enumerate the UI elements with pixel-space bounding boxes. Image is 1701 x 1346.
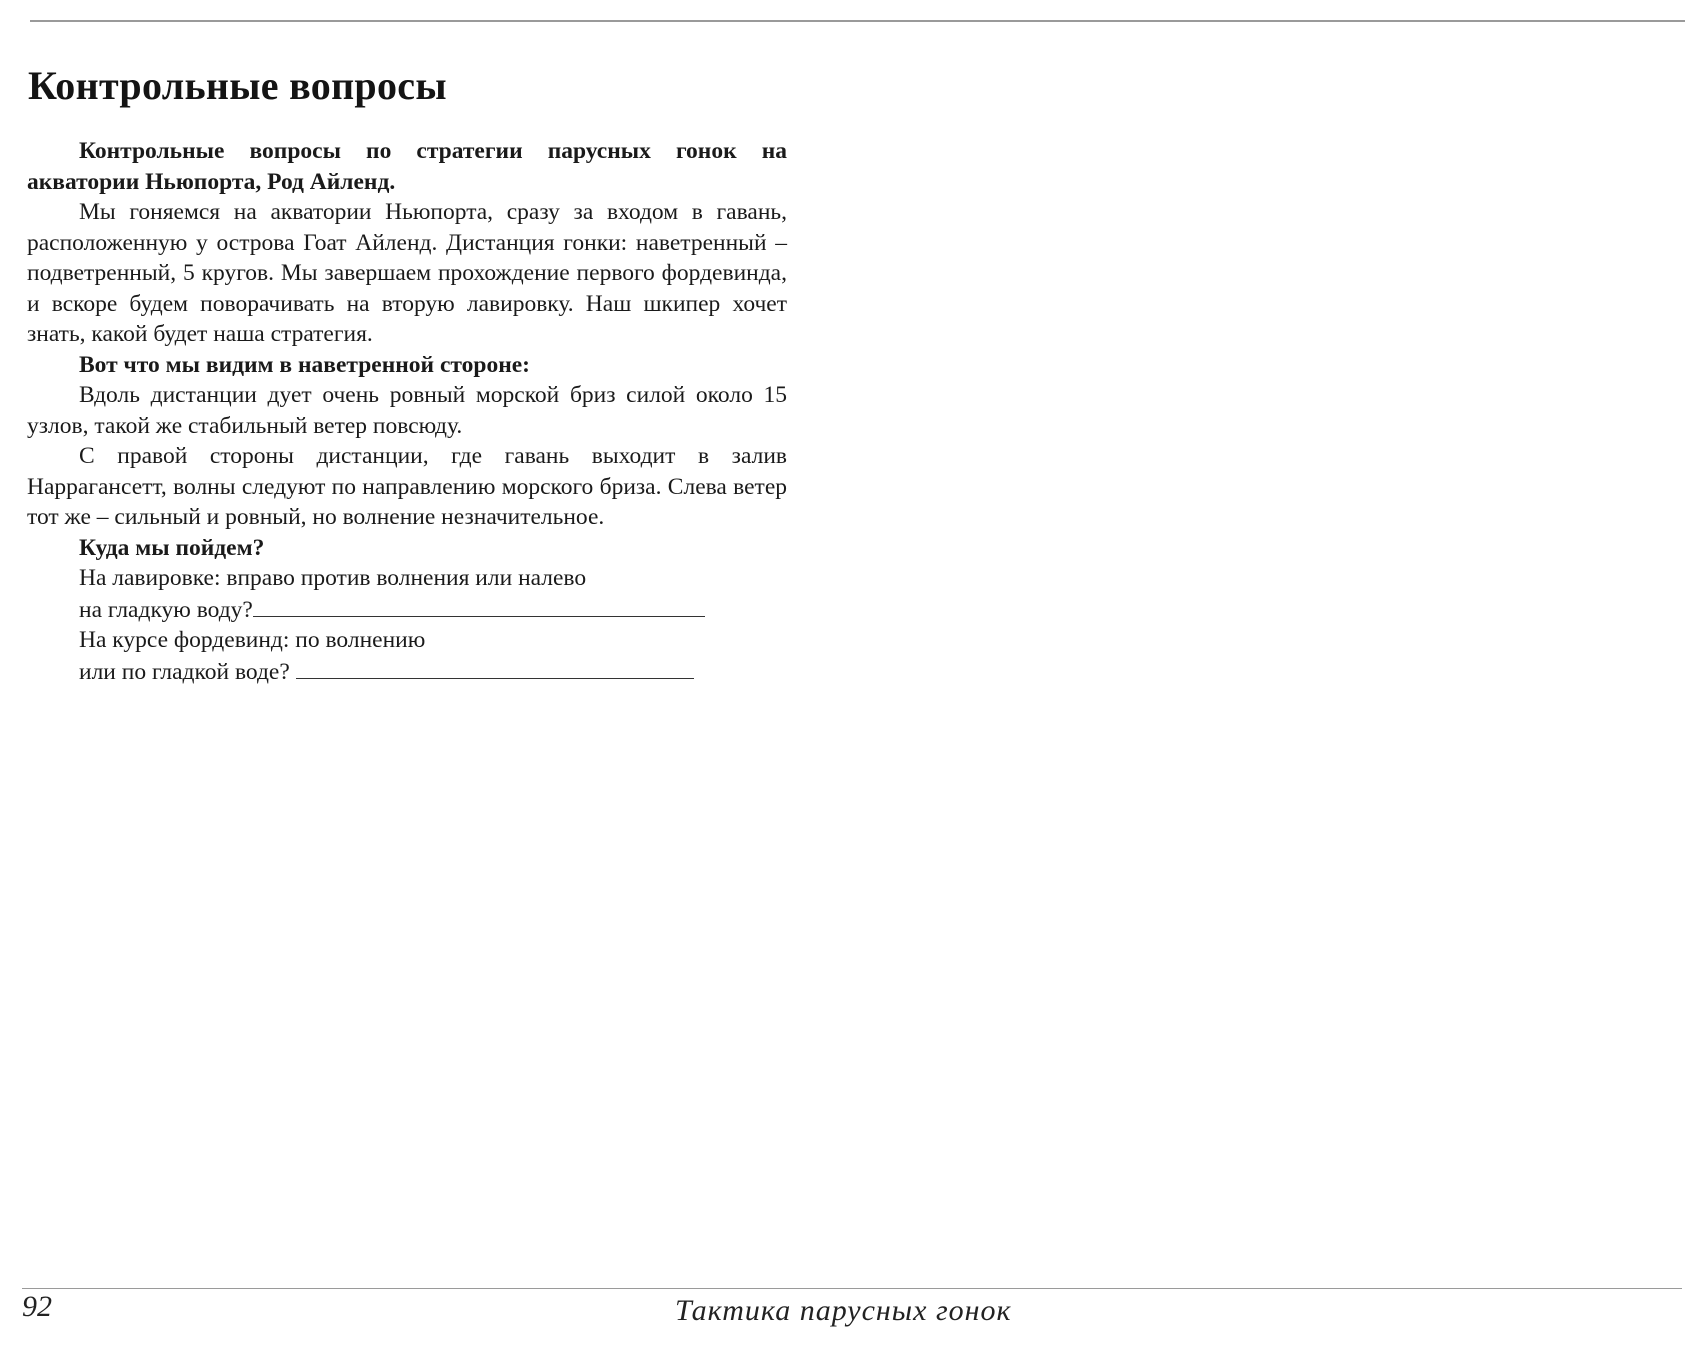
subheading-windward: Вот что мы видим в наветренной стороне: xyxy=(79,351,530,378)
top-rule xyxy=(30,20,1685,22)
paragraph-waves: С правой стороны дистанции, где гавань выходит в залив Наррагансетт, волны следуют по направлению морского бриза. Слева ветер тот же – сильный и ровный, но волнение незначительное. xyxy=(27,443,787,530)
subheading-where: Куда мы пойдем? xyxy=(79,534,265,561)
paragraph-situation: Мы гоняемся на акватории Ньюпорта, сразу за входом в гавань, расположенную у острова Гоат Айленд. Дистанция гонки: наветренный – подветренный, 5 кругов. Мы завершаем прохождение первого фордевинда, и вскоре будем поворачивать на вторую лавировку. Наш шкипер хочет знать, какой будет наша стратегия. xyxy=(27,199,787,347)
paragraph-breeze: Вдоль дистанции дует очень ровный морской бриз силой около 15 узлов, такой же стабильный ветер повсюду. xyxy=(27,382,787,439)
page-title: Контрольные вопросы xyxy=(28,63,447,108)
question-beat-line2-row xyxy=(79,594,787,626)
question-beat xyxy=(27,563,787,625)
question-run-line2-row xyxy=(79,656,787,688)
question-run-line2: или по гладкой воде? xyxy=(79,658,290,685)
answer-line-beat[interactable] xyxy=(253,594,705,617)
bottom-rule xyxy=(22,1288,1682,1289)
running-title: Тактика парусных гонок xyxy=(675,1294,1012,1327)
page-number: 92 xyxy=(22,1290,52,1323)
intro-heading: Контрольные вопросы по стратегии парусных гонок на акватории Ньюпорта, Род Айленд. xyxy=(27,138,787,195)
question-beat-line2: на гладкую воду? xyxy=(79,596,253,623)
answer-line-run[interactable] xyxy=(296,656,694,679)
question-run-line1: На курсе фордевинд: по волнению xyxy=(79,627,426,653)
question-run xyxy=(27,625,787,687)
question-beat-line1: На лавировке: вправо против волнения или налево xyxy=(79,565,587,591)
main-content xyxy=(27,136,787,687)
